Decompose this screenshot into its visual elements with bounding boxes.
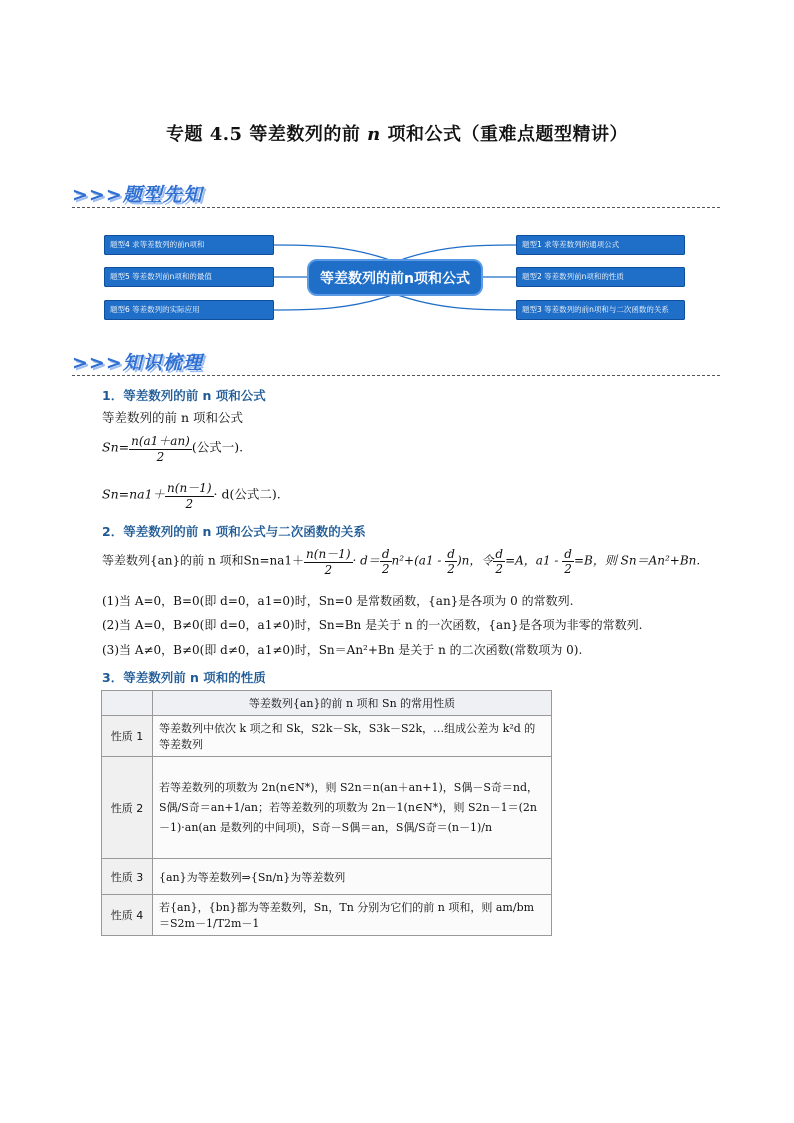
mindmap-topic-3: 题型3 等差数列的前n项和与二次函数的关系 [516,300,685,320]
fraction: $\frac{d}{2}$ [447,546,455,576]
table-header-row [102,691,552,716]
section-1-heading: 1．等差数列的前 n 项和公式 [102,388,266,403]
table-row [102,859,552,895]
fraction: $\frac{n(a1+an)}{2}$ [131,434,190,464]
case-2: (2)当 A=0，B≠0(即 d=0，a1≠0)时，Sn=Bn 是关于 n 的一次函数，{an}是各项为非零的常数列. [102,618,643,632]
property-text: 若{an}，{bn}都为等差数列，Sn，Tn 分别为它们的前 n 项和，则 am/bm＝S2m－1/T2m－1 [153,895,552,936]
mindmap-topic-6: 题型6 等差数列的实际应用 [104,300,274,320]
property-key: 性质 4 [102,895,153,936]
fraction: $\frac{n(n-1)}{2}$ [167,481,212,511]
property-key: 性质 2 [102,757,153,859]
property-key: 性质 3 [102,859,153,895]
section-2-heading: 2．等差数列的前 n 项和公式与二次函数的关系 [102,524,366,539]
formula-one: Sn= $\frac{n(a1+an)}{2}$ (公式一). [102,434,244,464]
quadratic-relation: 等差数列{an}的前 n 项和Sn=na1＋ $\frac{n(n-1)}{2}$ · d＝ $\frac{d}{2}$ n²+(a1 - $\frac{d}{2}$ )n，令 $\frac{d}{2}$ =A，a1 - $\frac{d}{2}$ =B，则 Sn＝An²+Bn. [102,546,701,577]
mindmap-topic-5: 题型5 等差数列前n项和的最值 [104,267,274,287]
divider [72,375,720,376]
section-3-heading: 3．等差数列前 n 项和的性质 [102,670,266,685]
fraction: $\frac{d}{2}$ [381,546,390,576]
case-1: (1)当 A=0，B=0(即 d=0，a1=0)时，Sn=0 是常数函数，{an}是各项为 0 的常数列. [102,594,574,608]
table-header: 等差数列{an}的前 n 项和 Sn 的常用性质 [153,691,552,716]
table-row [102,716,552,757]
fraction: $\frac{d}{2}$ [495,546,504,576]
mindmap-center: 等差数列的前n项和公式 [307,259,483,296]
property-text: 若等差数列的项数为 2n(n∈N*)，则 S2n＝n(an＋an+1)，S偶－S奇＝nd，S偶/S奇＝an+1/an；若等差数列的项数为 2n－1(n∈N*)，则 S2n－1＝(2n－1)·an(an 是数列的中间项)，S奇－S偶＝an，S偶/S奇＝(n－1)/n [153,757,552,859]
mindmap-topic-1: 题型1 求等差数列的通项公式 [516,235,685,255]
table-row [102,895,552,936]
fraction: $\frac{n(n-1)}{2}$ [306,547,351,577]
formula-two: Sn=na1＋ $\frac{n(n-1)}{2}$ · d(公式二). [102,481,281,511]
properties-table [101,690,552,936]
fraction: $\frac{d}{2}$ [564,546,572,576]
case-3: (3)当 A≠0，B≠0(即 d≠0，a1≠0)时，Sn＝An²+Bn 是关于 n 的二次函数(常数项为 0). [102,643,583,657]
mindmap-topic-4: 题型4 求等差数列的前n项和 [104,235,274,255]
property-text: {an}为等差数列⇒{Sn/n}为等差数列 [153,859,552,895]
mindmap-topic-2: 题型2 等差数列前n项和的性质 [516,267,685,287]
property-key: 性质 1 [102,716,153,757]
section-banner-knowledge: >>>知识梳理 [72,352,203,374]
section-1-intro: 等差数列的前 n 项和公式 [102,410,243,425]
section-banner-types: >>>题型先知 [72,184,203,206]
property-text: 等差数列中依次 k 项之和 Sk，S2k－Sk，S3k－S2k，…组成公差为 k²d 的等差数列 [153,716,552,757]
page-title: 专题 4.5 等差数列的前 n 项和公式（重难点题型精讲） [166,124,628,145]
table-row [102,757,552,859]
